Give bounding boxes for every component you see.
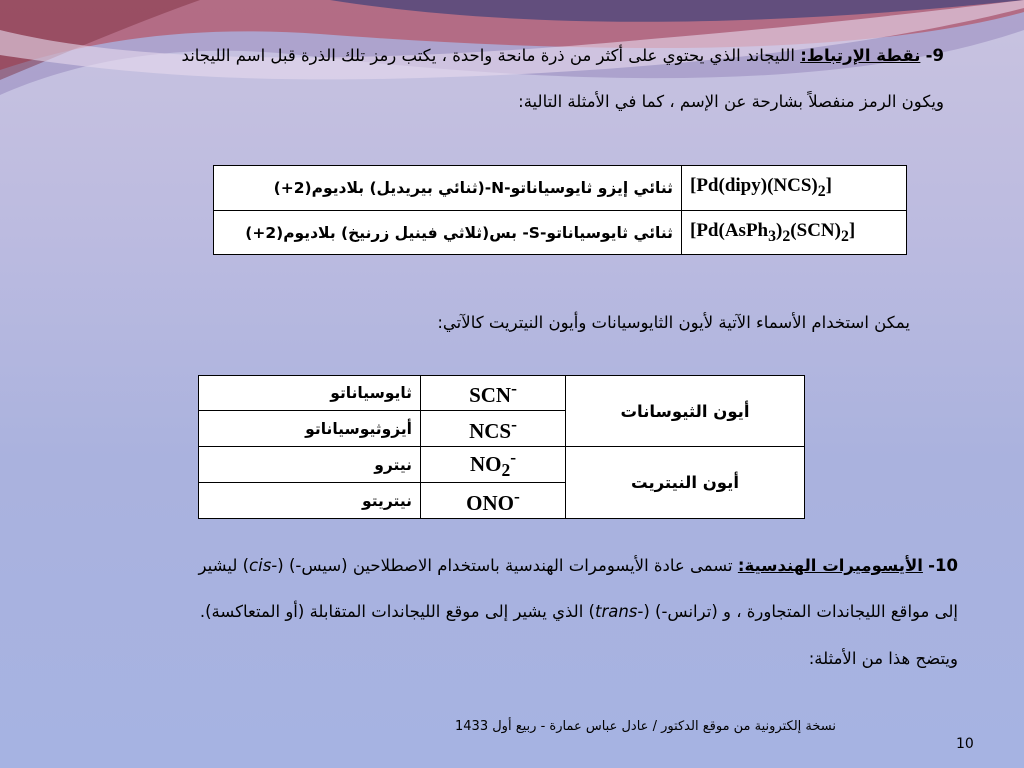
formula-text: NO bbox=[469, 452, 502, 477]
footer-note: نسخة إلكترونية من موقع الدكتور / عادل عباس عمارة - ربيع أول 1433 bbox=[455, 719, 836, 734]
para9-line1 bbox=[182, 46, 944, 65]
formula-text: ONO bbox=[466, 490, 514, 515]
formula-charge: - bbox=[511, 378, 517, 398]
ion-formula bbox=[421, 411, 566, 447]
formula-text: [Pd(dipy)(NCS) bbox=[690, 175, 818, 197]
complex-formula bbox=[682, 166, 907, 211]
ion-group-label: أيون الثيوسانات bbox=[566, 376, 805, 447]
ion-names-table bbox=[198, 375, 805, 519]
table-row bbox=[199, 447, 805, 483]
formula-text: (SCN) bbox=[790, 219, 841, 241]
para10-line3: ويتضح هذا من الأمثلة: bbox=[808, 649, 958, 668]
ion-formula bbox=[421, 483, 566, 519]
para10-term: الأيسوميرات الهندسية: bbox=[737, 556, 923, 575]
para10-text: تسمى عادة الأيسومرات الهندسية باستخدام الاصطلاحين (سيس-) ( bbox=[277, 556, 733, 575]
naming-examples-table bbox=[213, 165, 907, 255]
formula-subscript: 3 bbox=[768, 227, 777, 245]
page-number: 10 bbox=[956, 736, 974, 752]
ligand-name: أيزوثيوسياناتو bbox=[199, 411, 421, 447]
complex-name: ثنائي ثايوسياناتو-S- بس(ثلاثي فينيل زرنيخ) بلاديوم(2+) bbox=[214, 211, 682, 255]
para10-line2 bbox=[200, 602, 958, 621]
formula-subscript: 2 bbox=[840, 227, 849, 245]
table-row bbox=[199, 376, 805, 411]
ion-formula bbox=[421, 376, 566, 411]
para9-term: نقطة الإرتباط: bbox=[800, 46, 921, 65]
table-row bbox=[214, 211, 907, 255]
para9-line2: ويكون الرمز منفصلاً بشارحة عن الإسم ، كما في الأمثلة التالية: bbox=[518, 92, 944, 111]
para9-number: 9- bbox=[925, 46, 944, 65]
formula-text: SCN bbox=[469, 383, 512, 407]
formula-subscript: 2 bbox=[817, 182, 826, 200]
cis-term: cis- bbox=[249, 556, 278, 575]
ligand-name: نيتريتو bbox=[199, 483, 421, 519]
formula-subscript: 2 bbox=[782, 227, 791, 245]
para9-text1: الليجاند الذي يحتوي على أكثر من ذرة مانحة واحدة ، يكتب رمز تلك الذرة قبل اسم الليجاند bbox=[181, 46, 795, 65]
ion-group-label: أيون النيتريت bbox=[566, 447, 805, 519]
para10-text: ) ليشير bbox=[198, 556, 250, 575]
formula-text: ) bbox=[776, 219, 783, 241]
para10-number: 10- bbox=[928, 556, 958, 575]
complex-name: ثنائي إيزو ثايوسياناتو-N-(ثنائي بيريديل) بلاديوم(2+) bbox=[214, 166, 682, 211]
para10-text: ) الذي يشير إلى موقع الليجاندات المتقابلة (أو المتعاكسة). bbox=[199, 602, 595, 621]
formula-text: [Pd(AsPh bbox=[690, 219, 769, 241]
formula-text: ] bbox=[848, 219, 856, 241]
formula-text: ] bbox=[825, 175, 832, 197]
ligand-name: نيترو bbox=[199, 447, 421, 483]
para10-line1 bbox=[199, 556, 958, 575]
complex-formula bbox=[682, 211, 907, 255]
table-row bbox=[214, 166, 907, 211]
ligand-name: ثايوسياناتو bbox=[199, 376, 421, 411]
intro-ion-names: يمكن استخدام الأسماء الآتية لأيون الثايوسيانات وأيون النيتريت كالآتي: bbox=[437, 313, 910, 332]
formula-text: NCS bbox=[469, 418, 512, 443]
formula-charge: - bbox=[511, 413, 517, 434]
trans-term: trans- bbox=[594, 602, 644, 621]
ion-formula bbox=[421, 447, 566, 483]
formula-subscript: 2 bbox=[501, 460, 511, 481]
para10-text: إلى مواقع الليجاندات المتجاورة ، و (ترانس-) ( bbox=[643, 602, 958, 621]
formula-charge: - bbox=[514, 485, 520, 506]
formula-charge: - bbox=[510, 447, 517, 468]
